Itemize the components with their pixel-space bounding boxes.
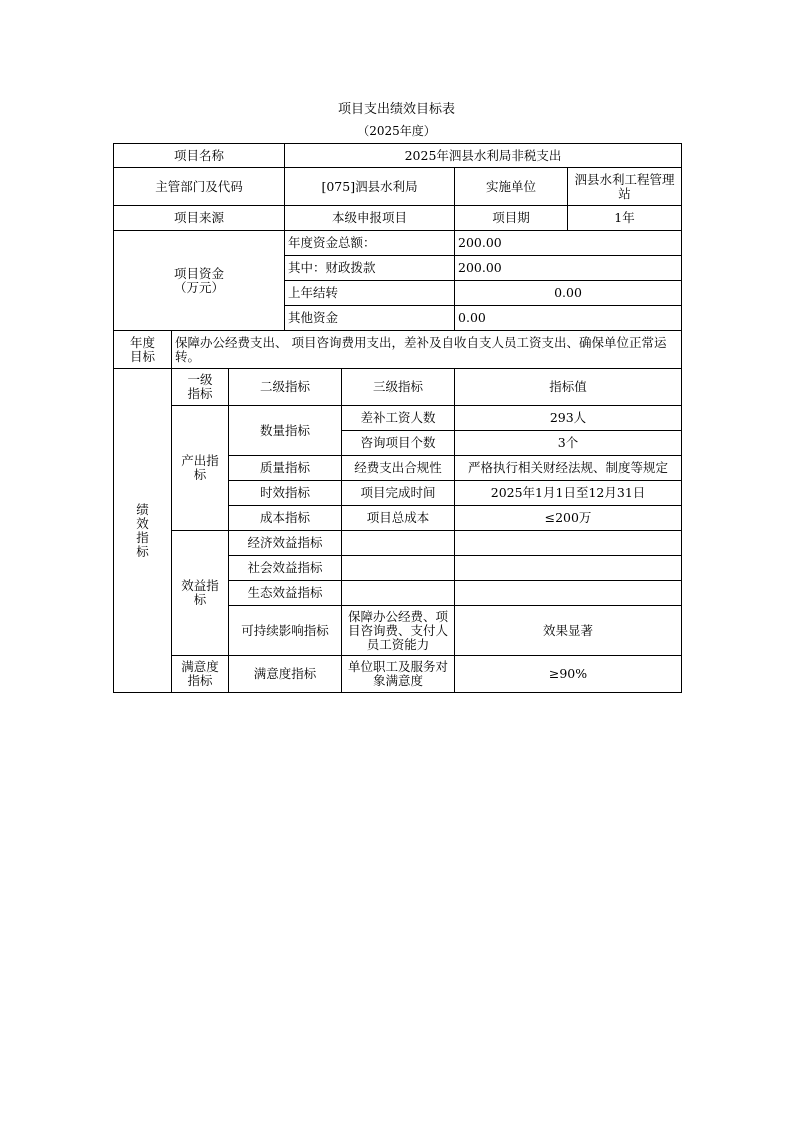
period-label: 项目期: [455, 206, 568, 231]
source-value: 本级申报项目: [285, 206, 455, 231]
sustain-value: 效果显著: [455, 606, 682, 656]
dept-label: 主管部门及代码: [114, 168, 285, 206]
quality-name: 经费支出合规性: [342, 456, 455, 481]
time-name: 项目完成时间: [342, 481, 455, 506]
time-indicator-label: 时效指标: [229, 481, 342, 506]
header-level1: 一级 指标: [172, 369, 229, 406]
performance-indicators-label: 绩 效 指 标: [114, 369, 172, 693]
impl-unit-label: 实施单位: [455, 168, 568, 206]
sustain-name: 保障办公经费、项目咨询费、支付人员工资能力: [342, 606, 455, 656]
quality-indicator-label: 质量指标: [229, 456, 342, 481]
cost-value: ≤200万: [455, 506, 682, 531]
dept-value: [075]泗县水利局: [285, 168, 455, 206]
header-value: 指标值: [455, 369, 682, 406]
benefit-indicator-label: 效益指 标: [172, 531, 229, 656]
funds-fiscal-value: 200.00: [455, 256, 682, 281]
table-title: 项目支出绩效目标表: [337, 102, 455, 117]
funds-total-label: 年度资金总额：: [285, 231, 455, 256]
performance-target-table: [113, 143, 682, 693]
period-value: 1年: [568, 206, 682, 231]
funds-fiscal-label: 其中：财政拨款: [285, 256, 455, 281]
project-name-label: 项目名称: [114, 144, 285, 168]
time-value: 2025年1月1日至12月31日: [455, 481, 682, 506]
funds-other-label: 其他资金: [285, 306, 455, 331]
satisfaction-name: 单位职工及服务对象满意度: [342, 656, 455, 693]
table-subtitle: （2025年度）: [357, 124, 436, 138]
social-name: [342, 556, 455, 581]
quality-value: 严格执行相关财经法规、制度等规定: [455, 456, 682, 481]
funds-other-value: 0.00: [455, 306, 682, 331]
q1-name: 差补工资人数: [342, 406, 455, 431]
q2-name: 咨询项目个数: [342, 431, 455, 456]
output-indicator-label: 产出指 标: [172, 406, 229, 531]
econ-indicator-label: 经济效益指标: [229, 531, 342, 556]
header-level3: 三级指标: [342, 369, 455, 406]
cost-name: 项目总成本: [342, 506, 455, 531]
econ-name: [342, 531, 455, 556]
satisfaction-l2-label: 满意度指标: [229, 656, 342, 693]
source-label: 项目来源: [114, 206, 285, 231]
satisfaction-value: ≥90%: [455, 656, 682, 693]
annual-goal-text: 保障办公经费支出、 项目咨询费用支出，差补及自收自支人员工资支出、确保单位正常运转。: [172, 331, 682, 369]
funds-label: 项目资金 （万元）: [114, 231, 285, 331]
funds-carry-value: 0.00: [455, 281, 682, 306]
project-name-value: 2025年泗县水利局非税支出: [285, 144, 682, 168]
econ-value: [455, 531, 682, 556]
eco-value: [455, 581, 682, 606]
header-level2: 二级指标: [229, 369, 342, 406]
eco-name: [342, 581, 455, 606]
social-indicator-label: 社会效益指标: [229, 556, 342, 581]
q2-value: 3个: [455, 431, 682, 456]
annual-goal-label: 年度 目标: [114, 331, 172, 369]
quantity-indicator-label: 数量指标: [229, 406, 342, 456]
sustain-indicator-label: 可持续影响指标: [229, 606, 342, 656]
impl-unit-value: 泗县水利工程管理站: [568, 168, 682, 206]
q1-value: 293人: [455, 406, 682, 431]
funds-carry-label: 上年结转: [285, 281, 455, 306]
eco-indicator-label: 生态效益指标: [229, 581, 342, 606]
social-value: [455, 556, 682, 581]
satisfaction-indicator-label: 满意度 指标: [172, 656, 229, 693]
cost-indicator-label: 成本指标: [229, 506, 342, 531]
funds-total-value: 200.00: [455, 231, 682, 256]
